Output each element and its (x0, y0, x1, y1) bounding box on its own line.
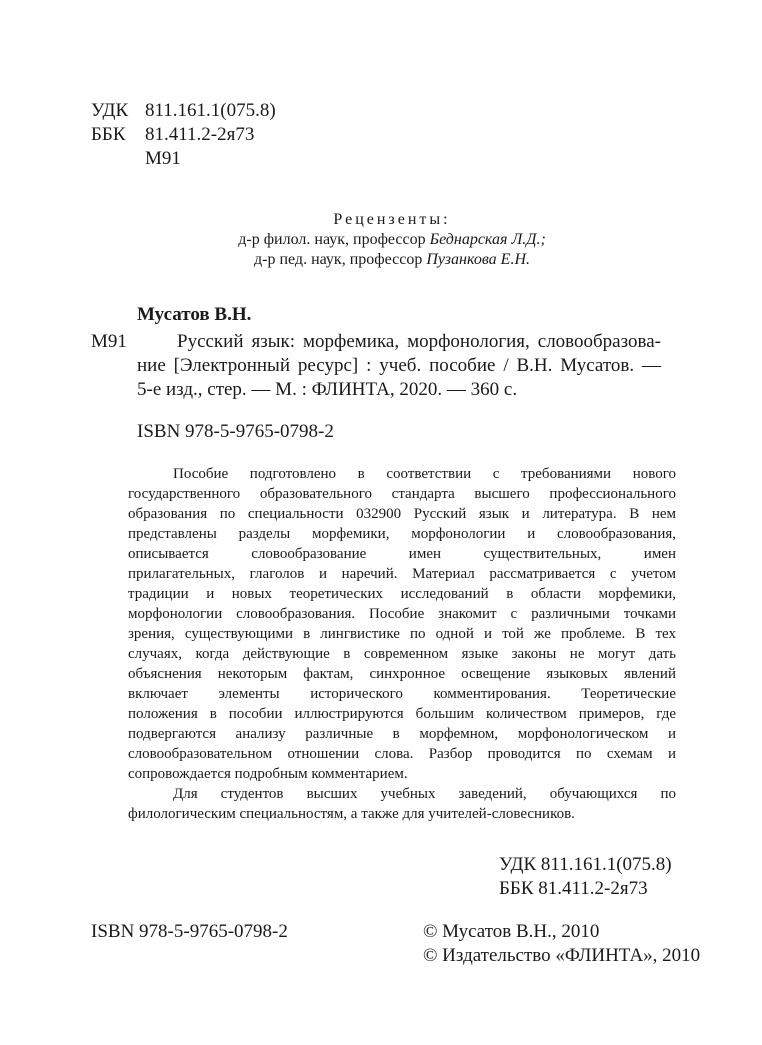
copyright-publisher: © Издательство «ФЛИНТА», 2010 (423, 945, 701, 966)
isbn-main: ISBN 978-5-9765-0798-2 (137, 421, 334, 442)
annotation-line: филологическим специальностям, а также для учителей-словесников. (128, 806, 575, 822)
bib-line-2: ние [Электронный ресурс] : учеб. пособие / В.Н. Мусатов. — (137, 355, 661, 376)
annotation-line: образования по специальности 032900 Русский язык и литература. В нем (128, 506, 676, 522)
annotation-line: морфонологии словообразования. Пособие знакомит с различными точками (128, 606, 676, 622)
bbk-value: 81.411.2-2я73 (145, 124, 255, 145)
reviewer-1 (0, 230, 762, 250)
annotation-line: положения в пособии иллюстрируются большим количеством примеров, где (128, 706, 676, 722)
author-mark: М91 (145, 148, 181, 169)
reviewer-2-title: д-р пед. наук, профессор (254, 251, 427, 268)
annotation-line: описывается словообразование имен существительных, имен (128, 546, 676, 562)
bib-mark: М91 (91, 331, 127, 352)
annotation-line: подвергаются анализу различные в морфемном, морфонологическом и (128, 726, 676, 742)
udk-bottom: УДК 811.161.1(075.8) (499, 854, 672, 875)
annotation-line: случаях, когда действующие в современном языке законы не могут дать (128, 646, 676, 662)
bbk-label: ББК (91, 124, 126, 145)
annotation-line: традиции и новых теоретических исследований в области морфемики, (128, 586, 676, 602)
annotation-line: включает элементы исторического комментирования. Теоретические (128, 686, 676, 702)
bib-description (137, 330, 661, 402)
bbk-bottom: ББК 81.411.2-2я73 (499, 878, 648, 899)
bib-line-1: Русский язык: морфемика, морфонология, словообразова- (177, 331, 661, 352)
annotation-line: Пособие подготовлено в соответствии с требованиями нового (173, 466, 676, 482)
annotation-line: зрения, существующими в лингвистике по одной и той же проблеме. В тех (128, 626, 676, 642)
udk-label: УДК (91, 100, 129, 121)
annotation (128, 464, 676, 824)
annotation-line: сопровождается подробным комментарием. (128, 766, 408, 782)
annotation-line: объяснения некоторым фактам, синхронное освещение языковых явлений (128, 666, 676, 682)
reviewer-2-name: Пузанкова Е.Н. (426, 251, 530, 268)
reviewer-1-name: Беднарская Л.Д.; (429, 231, 546, 248)
annotation-line: Для студентов высших учебных заведений, обучающихся по (173, 786, 676, 802)
classification-codes-bottom (499, 853, 672, 901)
annotation-line: государственного образовательного стандарта высшего профессионального (128, 486, 676, 502)
annotation-line: словообразовательном отношении слова. Разбор проводится по схемам и (128, 746, 676, 762)
annotation-line: представлены разделы морфемики, морфонологии и словообразования, (128, 526, 676, 542)
udk-value: 811.161.1(075.8) (145, 100, 276, 121)
isbn-footer: ISBN 978-5-9765-0798-2 (91, 921, 288, 942)
bbk-row (91, 123, 276, 147)
annotation-line: прилагательных, глаголов и наречий. Материал рассматривается с учетом (128, 566, 676, 582)
reviewers-block (0, 210, 762, 270)
reviewers-header: Рецензенты: (333, 211, 451, 228)
reviewer-1-title: д-р филол. наук, профессор (238, 231, 430, 248)
reviewer-2 (0, 250, 762, 270)
bib-author: Мусатов В.Н. (137, 304, 252, 325)
copyright-author: © Мусатов В.Н., 2010 (423, 921, 600, 942)
bib-line-3: 5-е изд., стер. — М. : ФЛИНТА, 2020. — 360 с. (137, 379, 518, 400)
classification-codes-top (91, 99, 276, 171)
udk-row (91, 99, 276, 123)
copyright-block (423, 920, 700, 968)
